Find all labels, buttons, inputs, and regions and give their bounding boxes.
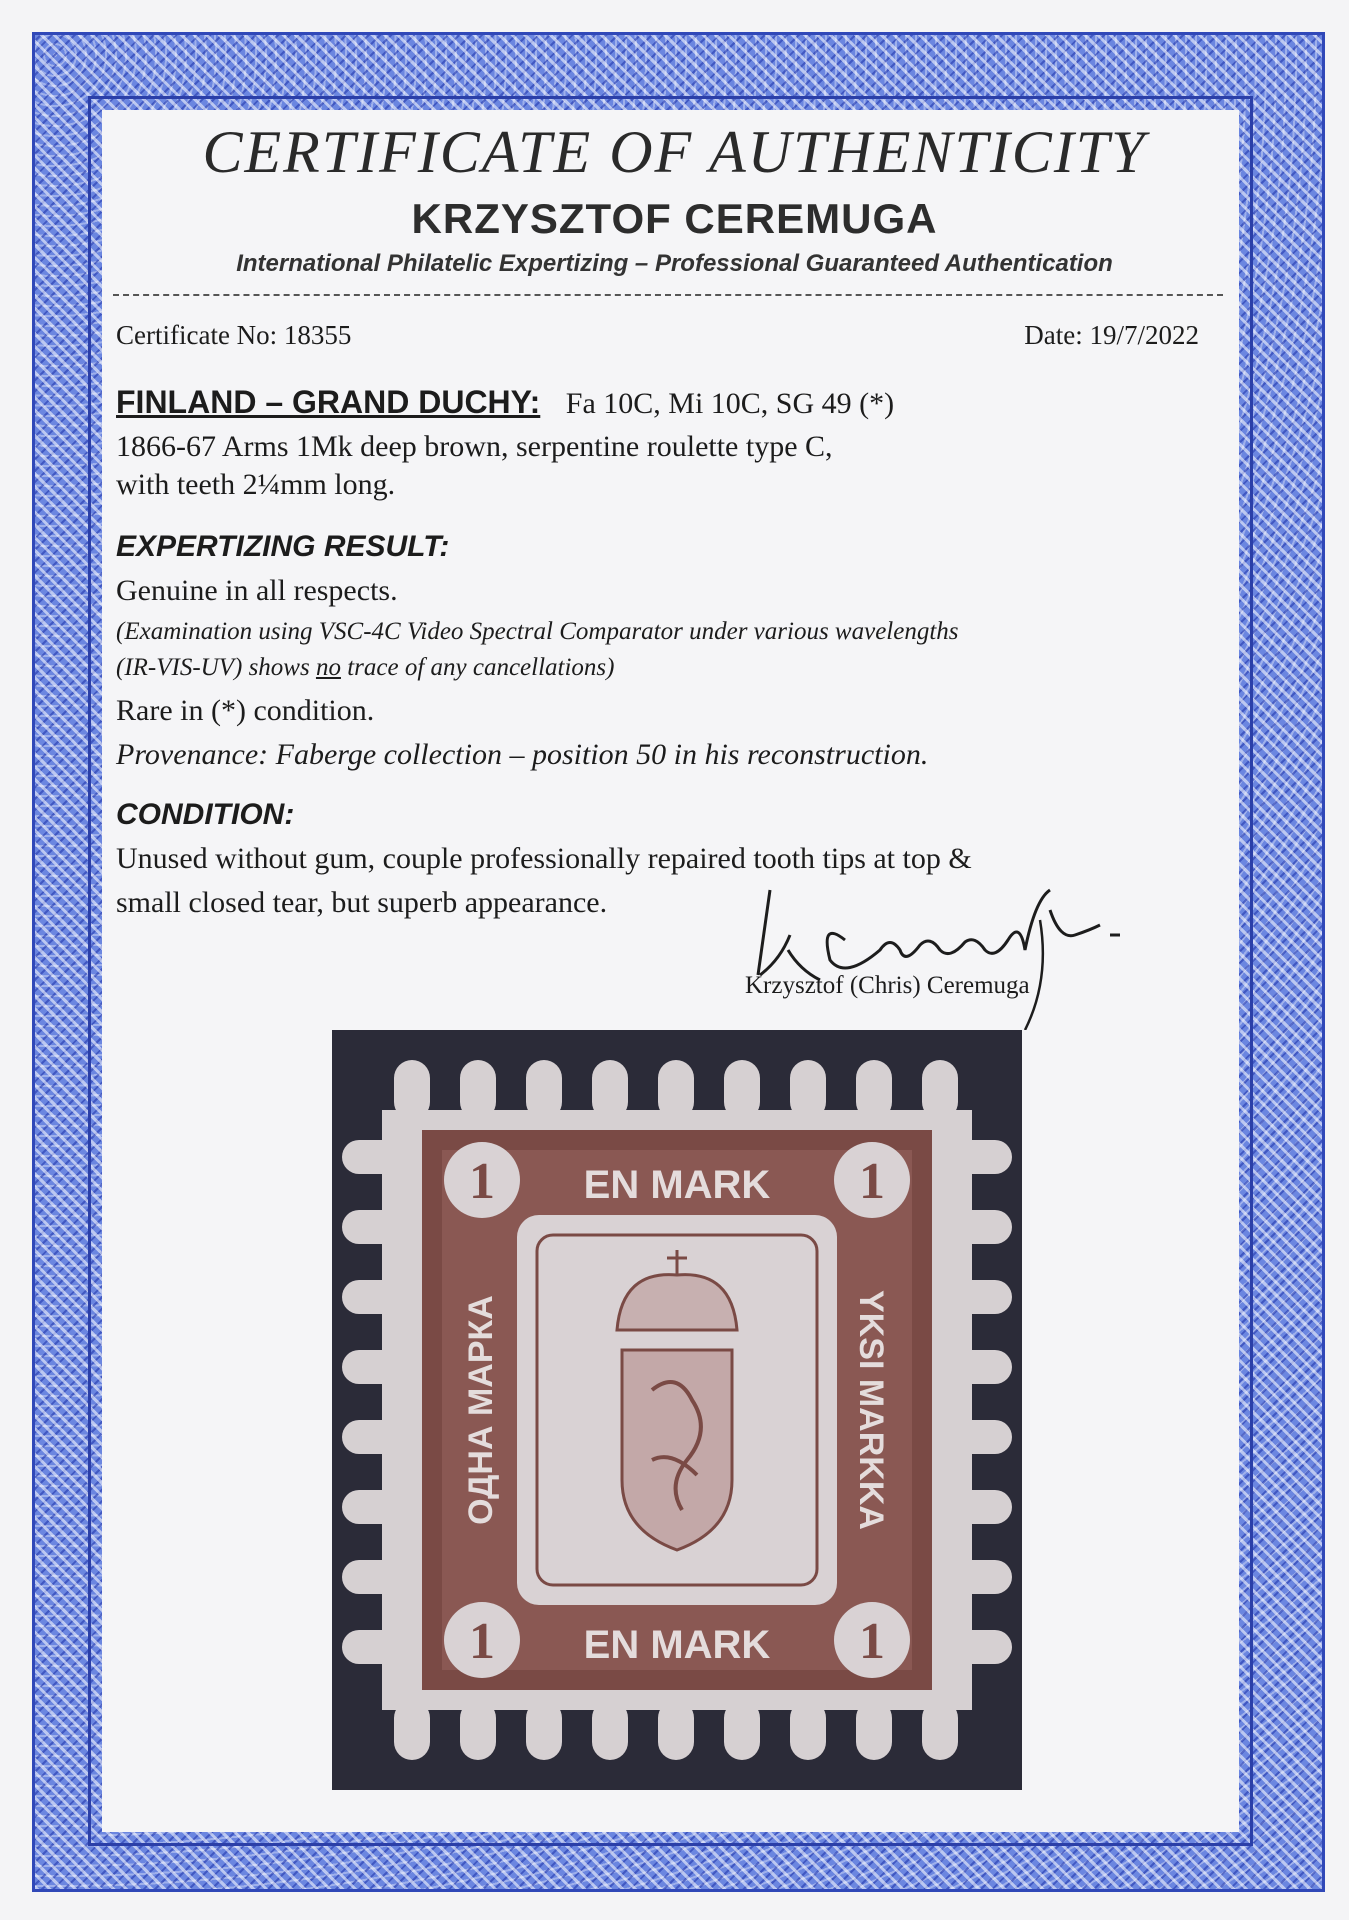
expert-name: KRZYSZTOF CEREMUGA (411, 195, 938, 242)
result-line: Genuine in all respects. (116, 574, 398, 607)
coat-of-arms-shield-icon (622, 1350, 732, 1550)
corner-value: 1 (859, 1613, 885, 1670)
expert-tagline: International Philatelic Expertizing – Professional Guaranteed Authentication (236, 250, 1113, 277)
corner-value: 1 (469, 1613, 495, 1670)
stamp-left-label: ОДНА МАРКА (462, 1295, 500, 1525)
handwritten-signature (750, 880, 1230, 1030)
result-examination-line (116, 654, 615, 682)
provenance-line: Provenance: Faberge collection – position 50 in his reconstruction. (116, 738, 929, 771)
result-text: trace of any cancellations) (340, 654, 615, 681)
expertizing-result-heading: EXPERTIZING RESULT: (116, 530, 450, 563)
condition-heading: CONDITION: (116, 798, 295, 831)
corner-value: 1 (469, 1153, 495, 1210)
result-line: Rare in (*) condition. (116, 694, 375, 727)
item-headline (116, 384, 894, 421)
stamp-top-label: EN MARK (583, 1163, 771, 1207)
stamp-bottom-label: EN MARK (583, 1623, 771, 1667)
result-underlined-text: no (315, 654, 341, 681)
condition-line: small closed tear, but superb appearance. (116, 886, 608, 919)
item-description (116, 428, 1116, 504)
result-examination-line: (Examination using VSC-4C Video Spectral Comparator under various wavelengths (116, 618, 959, 645)
header-divider (113, 294, 1223, 296)
certificate-date: Date: 19/7/2022 (1024, 320, 1199, 350)
signature-name: Krzysztof (Chris) Ceremuga (745, 972, 1030, 999)
item-country: FINLAND – GRAND DUCHY: (116, 384, 541, 420)
certificate-title: CERTIFICATE OF AUTHENTICITY (202, 119, 1147, 185)
item-catalog-numbers: Fa 10C, Mi 10C, SG 49 (*) (565, 387, 895, 420)
condition-line: Unused without gum, couple professionally repaired tooth tips at top & (116, 842, 972, 875)
finland-1mk-stamp (332, 1030, 1022, 1790)
item-description-line: with teeth 2¼mm long. (116, 468, 396, 501)
result-text: (IR-VIS-UV) shows (116, 654, 316, 681)
stamp-photo (332, 1030, 1022, 1790)
item-description-line: 1866-67 Arms 1Mk deep brown, serpentine roulette type C, (116, 430, 833, 463)
corner-value: 1 (859, 1153, 885, 1210)
certificate-number: Certificate No: 18355 (116, 320, 352, 350)
stamp-right-label: YKSI MARKKA (852, 1290, 890, 1530)
